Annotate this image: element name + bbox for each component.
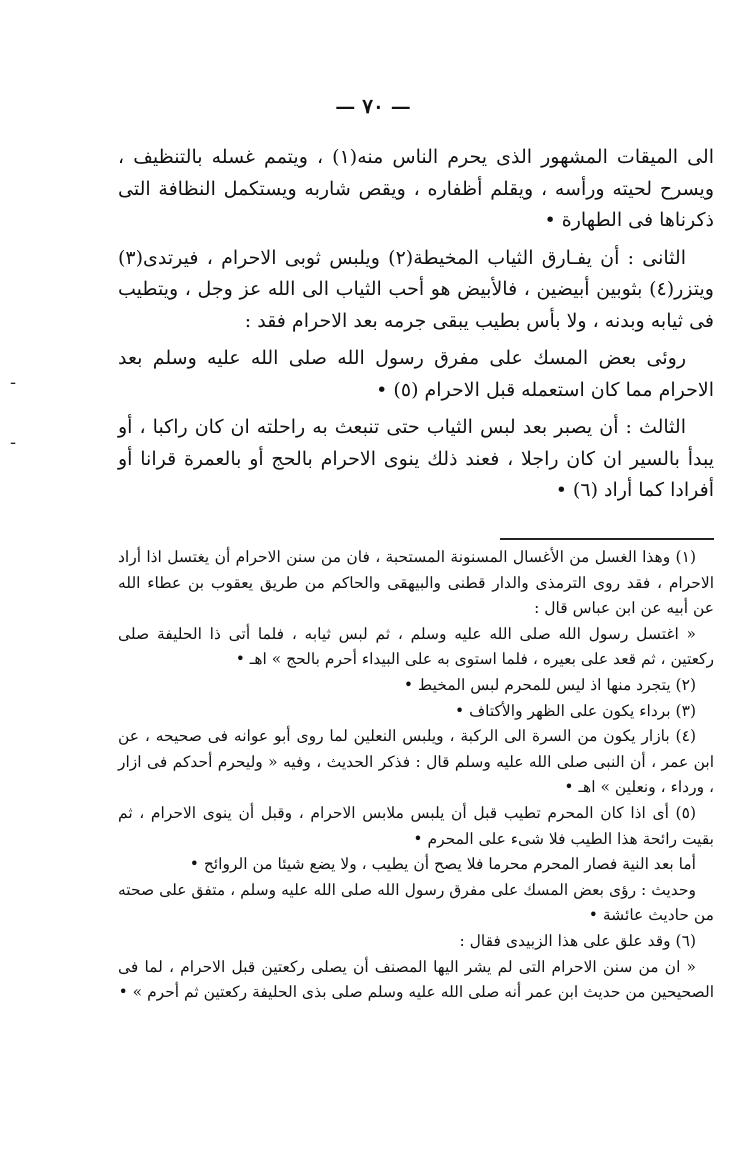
paragraph: روئى بعض المسك على مفرق رسول الله صلى الله عليه وسلم بعد الاحرام مما كان استعمله قبل الاحرام (٥) • [118,347,714,401]
footnote: أما بعد النية فصار المحرم محرما فلا يصح أن يطيب ، ولا يضع شيئا من الروائح • [189,855,696,874]
footnote: (١) وهذا الغسل من الأغسال المسنونة المستحبة ، فان من سنن الاحرام أن يغتسل اذا أراد الاحرام ، فقد روى الترمذى والدار قطنى والبيهقى والحاكم من طريق يعقوب بن عطاء الله عن أبيه عن ابن عباس قال : [118,548,714,618]
footnote: (٣) برداء يكون على الظهر والأكتاف • [455,701,696,720]
footnote: وحديث : رؤى بعض المسك على مفرق رسول الله صلى الله عليه وسلم ، متفق على صحته من حاديث عائشة • [118,880,714,925]
page-number: — ٧٠ — [335,94,411,118]
footnote: « اغتسل رسول الله صلى الله عليه وسلم ، ثم لبس ثيابه ، فلما أتى ذا الحليفة صلى ركعتين ، ثم قعد على بعيره ، فلما استوى به على البيداء أحرم بالحج » اهـ • [118,624,714,669]
footnote: (٢) يتجرد منها اذ ليس للمحرم لبس المخيط • [403,675,696,694]
margin-mark: - [10,372,17,393]
paragraph: الى الميقات المشهور الذى يحرم الناس منه(١) ، ويتمم غسله بالتنظيف ، ويسرح لحيته ورأسه ، ويقلم أظفاره ، ويقص شاربه ويستكمل النظافة التى ذكرناها فى الطهارة • [118,146,714,231]
footnote: (٥) أى اذا كان المحرم تطيب قبل أن يلبس ملابس الاحرام ، وقبل أن ينوى الاحرام ، ثم بقيت رائحة هذا الطيب فلا شىء على المحرم • [118,803,714,848]
footnote: (٤) بازار يكون من السرة الى الركبة ، ويلبس النعلين لما روى أبو عوانه فى صحيحه ، عن ابن عمر ، أن النبى صلى الله عليه وسلم قال : فذكر الحديث ، وفيه « وليحرم أحدكم فى ازار ، ورداء ، ونعلين » اهـ • [118,727,714,797]
footnotes [118,545,714,1006]
margin-mark: - [10,432,17,453]
paragraph: الثالث : أن يصبر بعد لبس الثياب حتى تنبعث به راحلته ان كان راكبا ، أو يبدأ بالسير ان كان راجلا ، فعند ذلك ينوى الاحرام بالحج أو بالعمرة قرانا أو أفرادا كما أراد (٦) • [118,416,714,501]
footnote: « ان من سنن الاحرام التى لم يشر اليها المصنف أن يصلى ركعتين قبل الاحرام ، لما فى الصحيحين من حديث ابن عمر أنه صلى الله عليه وسلم صلى بذى الحليفة ركعتين ثم أحرم » • [118,957,714,1002]
footnote: (٦) وقد علق على هذا الزبيدى فقال : [459,931,696,950]
footnote-separator [500,538,714,540]
main-text [118,142,714,513]
paragraph: الثانى : أن يفـارق الثياب المخيطة(٢) ويلبس ثوبى الاحرام ، فيرتدى(٣) ويتزر(٤) بثوبين أبيضين ، فالأبيض هو أحب الثياب الى الله عز وجل ، ويتطيب فى ثيابه وبدنه ، ولا بأس بطيب يبقى جرمه بعد الاحرام فقد : [118,246,714,332]
